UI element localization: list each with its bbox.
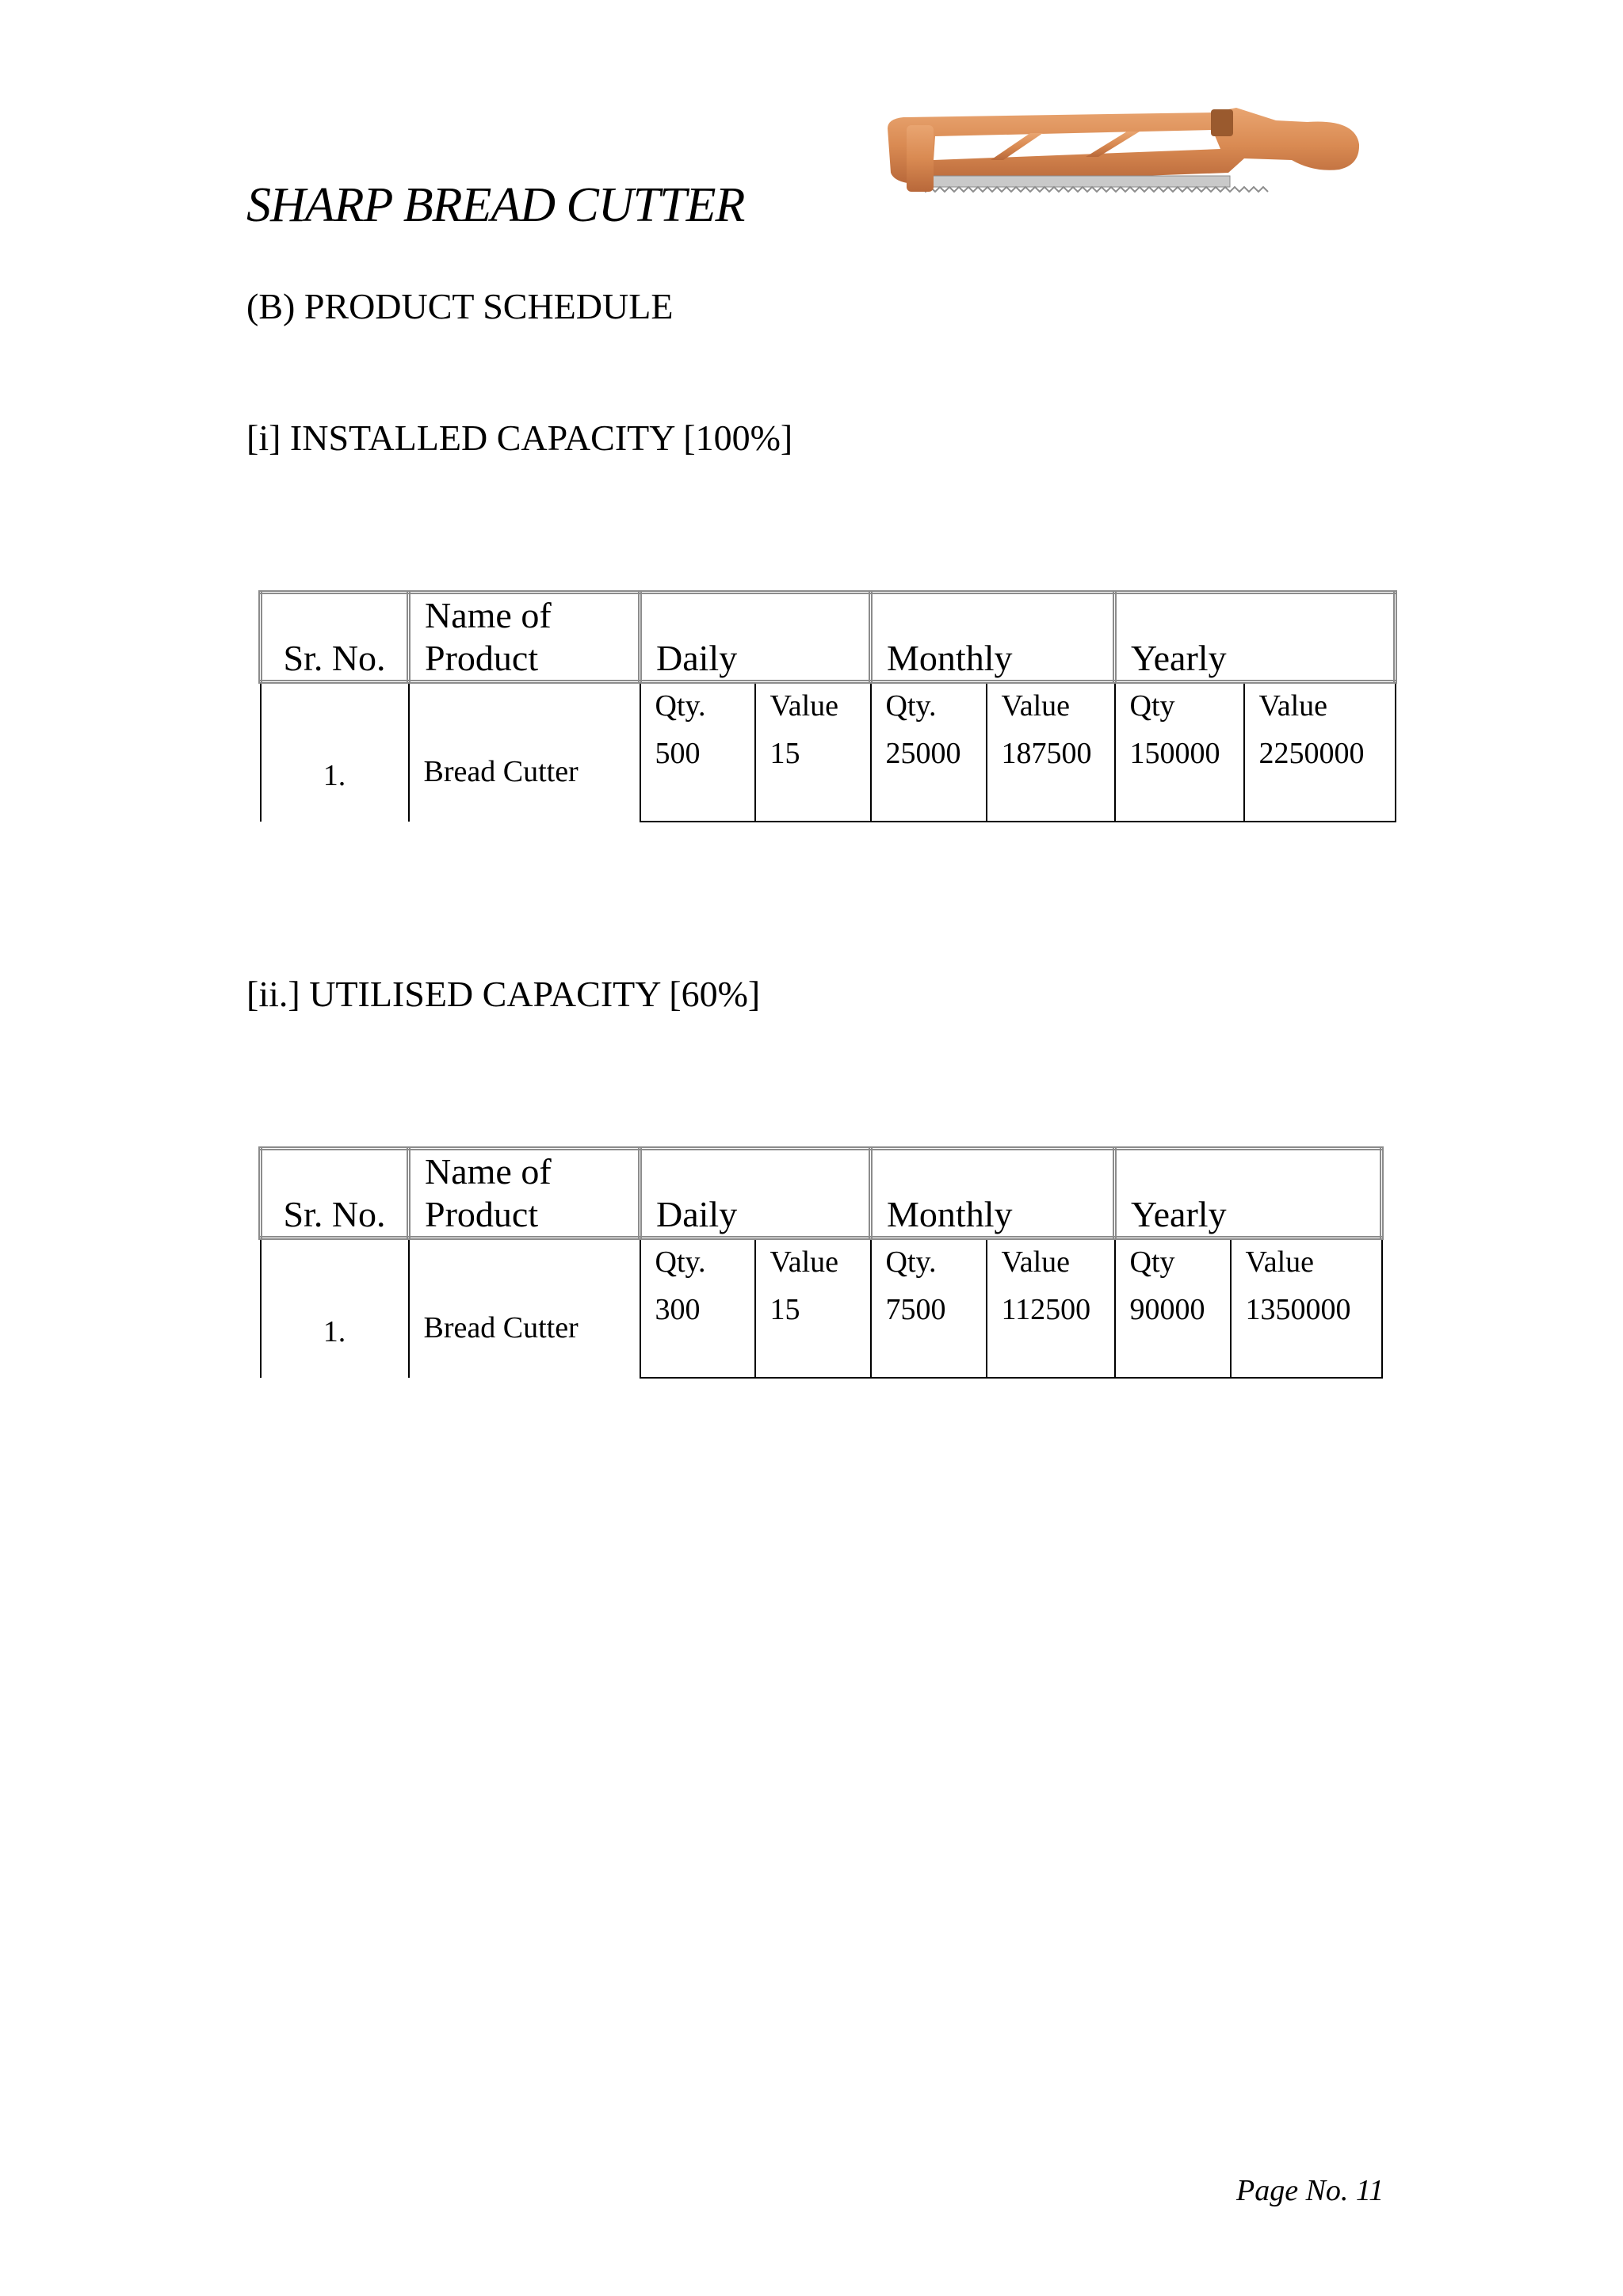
table-subheader-row <box>261 1238 1382 1291</box>
cell-daily-value: 15 <box>755 734 871 822</box>
cell-monthly-qty: 25000 <box>871 734 987 822</box>
subheader-yearly-qty: Qty <box>1115 1238 1231 1291</box>
cell-monthly-qty: 7500 <box>871 1291 987 1378</box>
subheader-yearly-value: Value <box>1231 1238 1382 1291</box>
header-name-of-product <box>409 1149 640 1238</box>
header-monthly: Monthly <box>871 1149 1115 1238</box>
subheader-monthly-qty: Qty. <box>871 682 987 735</box>
cell-product: Bread Cutter <box>409 1238 640 1379</box>
cell-yearly-qty: 150000 <box>1115 734 1244 822</box>
cell-yearly-qty: 90000 <box>1115 1291 1231 1378</box>
table-header-row <box>261 593 1396 682</box>
header-yearly: Yearly <box>1115 1149 1382 1238</box>
cell-monthly-value: 112500 <box>987 1291 1115 1378</box>
section-utilised-capacity: [ii.] UTILISED CAPACITY [60%] <box>246 974 761 1014</box>
header-monthly: Monthly <box>871 593 1115 682</box>
subheader-daily-qty: Qty. <box>640 682 755 735</box>
header-sr-no: Sr. No. <box>261 593 409 682</box>
subheader-monthly-value: Value <box>987 682 1115 735</box>
table-header-row <box>261 1149 1382 1238</box>
subheader-yearly-qty: Qty <box>1115 682 1244 735</box>
header-name-of-product <box>409 593 640 682</box>
header-name-line1: Name of <box>425 595 552 635</box>
cell-yearly-value: 1350000 <box>1231 1291 1382 1378</box>
subheader-daily-qty: Qty. <box>640 1238 755 1291</box>
bread-cutter-saw-icon <box>880 97 1371 223</box>
cell-daily-qty: 300 <box>640 1291 755 1378</box>
header-daily: Daily <box>640 1149 871 1238</box>
subheader-monthly-value: Value <box>987 1238 1115 1291</box>
subheader-daily-value: Value <box>755 682 871 735</box>
installed-capacity-table <box>258 590 1397 822</box>
cell-sr-no: 1. <box>261 682 409 822</box>
cell-yearly-value: 2250000 <box>1244 734 1396 822</box>
cell-sr-no: 1. <box>261 1238 409 1379</box>
header-name-line2: Product <box>425 1194 539 1234</box>
page-number: Page No. 11 <box>1236 2174 1384 2207</box>
section-product-schedule: (B) PRODUCT SCHEDULE <box>246 286 674 326</box>
subheader-daily-value: Value <box>755 1238 871 1291</box>
cell-product: Bread Cutter <box>409 682 640 822</box>
cell-daily-value: 15 <box>755 1291 871 1378</box>
header-name-line2: Product <box>425 638 539 678</box>
subheader-yearly-value: Value <box>1244 682 1396 735</box>
table-subheader-row <box>261 682 1396 735</box>
cell-daily-qty: 500 <box>640 734 755 822</box>
header-sr-no: Sr. No. <box>261 1149 409 1238</box>
header-yearly: Yearly <box>1115 593 1396 682</box>
header-name-line1: Name of <box>425 1151 552 1192</box>
subheader-monthly-qty: Qty. <box>871 1238 987 1291</box>
section-installed-capacity: [i] INSTALLED CAPACITY [100%] <box>246 418 793 458</box>
header-daily: Daily <box>640 593 871 682</box>
cell-monthly-value: 187500 <box>987 734 1115 822</box>
utilised-capacity-table <box>258 1146 1384 1379</box>
document-title: SHARP BREAD CUTTER <box>246 178 745 232</box>
